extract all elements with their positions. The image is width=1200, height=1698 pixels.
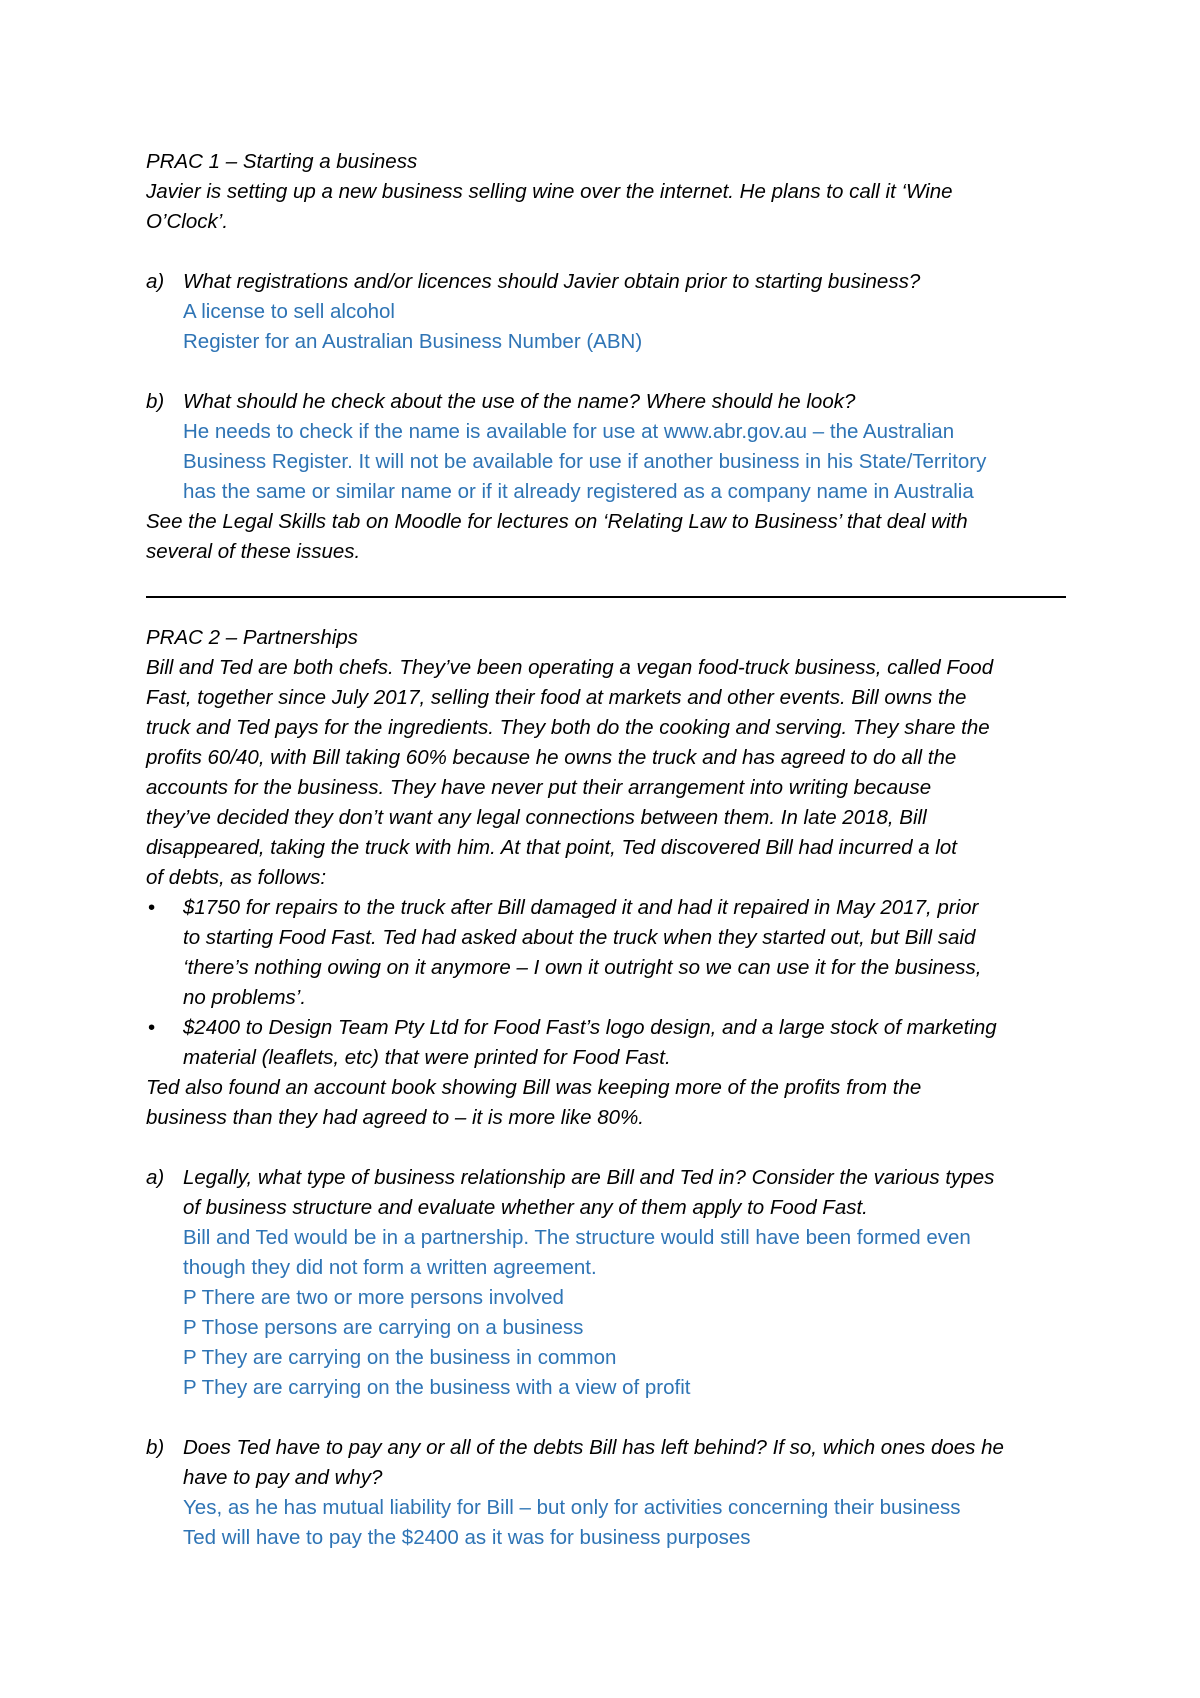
answer-line: Bill and Ted would be in a partnership. The structure would still have been formed even [183, 1226, 971, 1249]
prac2-intro-line: Fast, together since July 2017, selling their food at markets and other events. Bill owns the [146, 686, 967, 709]
question-label: a) [146, 270, 165, 293]
bullet-line: $2400 to Design Team Pty Ltd for Food Fast’s logo design, and a large stock of marketing [183, 1016, 997, 1039]
bullet-icon: • [148, 1016, 156, 1039]
debt-bullet-item [146, 1013, 1066, 1073]
answer-line: A license to sell alcohol [183, 300, 395, 323]
prac2-question-b [146, 1433, 1066, 1553]
question-text: What should he check about the use of the name? Where should he look? [183, 390, 856, 413]
question-text: have to pay and why? [183, 1466, 383, 1489]
prac2-intro-line: profits 60/40, with Bill taking 60% because he owns the truck and has agreed to do all the [146, 746, 957, 769]
answer-line: He needs to check if the name is available for use at www.abr.gov.au – the Australian [183, 420, 955, 443]
question-text: Does Ted have to pay any or all of the debts Bill has left behind? If so, which ones does he [183, 1436, 1004, 1459]
bullet-line: ‘there’s nothing owing on it anymore – I own it outright so we can use it for the business, [183, 956, 982, 979]
prac2-section [146, 623, 1066, 1553]
prac1-intro-line: Javier is setting up a new business selling wine over the internet. He plans to call it ‘Wine [146, 180, 953, 203]
debt-bullet-item [146, 893, 1066, 1013]
question-text: Legally, what type of business relationship are Bill and Ted in? Consider the various types [183, 1166, 995, 1189]
prac2-intro-line: truck and Ted pays for the ingredients. They both do the cooking and serving. They share the [146, 716, 990, 739]
bullet-line: no problems’. [183, 986, 307, 1009]
question-text: What registrations and/or licences should Javier obtain prior to starting business? [183, 270, 921, 293]
question-text: of business structure and evaluate whether any of them apply to Food Fast. [183, 1196, 868, 1219]
question-label: b) [146, 1436, 165, 1459]
answer-line: though they did not form a written agreement. [183, 1256, 597, 1279]
prac1-question-b [146, 387, 1066, 507]
prac2-intro-line: disappeared, taking the truck with him. At that point, Ted discovered Bill had incurred a lot [146, 836, 957, 859]
prac2-question-a [146, 1163, 1066, 1403]
answer-line: P They are carrying on the business in common [183, 1346, 617, 1369]
prac1-question-a [146, 267, 1066, 357]
section-divider [146, 596, 1066, 598]
prac2-intro-line: Bill and Ted are both chefs. They’ve been operating a vegan food-truck business, called Food [146, 656, 994, 679]
prac2-heading: PRAC 2 – Partnerships [146, 626, 358, 649]
bullet-line: $1750 for repairs to the truck after Bill damaged it and had it repaired in May 2017, prior [183, 896, 979, 919]
prac1-intro-line: O’Clock’. [146, 210, 229, 233]
document-page [146, 147, 1066, 1553]
answer-line: Business Register. It will not be available for use if another business in his State/Territory [183, 450, 987, 473]
answer-line: P There are two or more persons involved [183, 1286, 564, 1309]
answer-line: P They are carrying on the business with a view of profit [183, 1376, 691, 1399]
prac2-after-line: Ted also found an account book showing Bill was keeping more of the profits from the [146, 1076, 922, 1099]
answer-line: P Those persons are carrying on a business [183, 1316, 584, 1339]
prac1-note-line: See the Legal Skills tab on Moodle for lectures on ‘Relating Law to Business’ that deal with [146, 510, 968, 533]
prac1-heading: PRAC 1 – Starting a business [146, 150, 418, 173]
bullet-icon: • [148, 896, 156, 919]
answer-line: Ted will have to pay the $2400 as it was for business purposes [183, 1526, 751, 1549]
prac2-intro-line: of debts, as follows: [146, 866, 327, 889]
prac2-intro-line: they’ve decided they don’t want any legal connections between them. In late 2018, Bill [146, 806, 927, 829]
answer-line: Yes, as he has mutual liability for Bill – but only for activities concerning their business [183, 1496, 961, 1519]
answer-line: Register for an Australian Business Number (ABN) [183, 330, 643, 353]
question-label: a) [146, 1166, 165, 1189]
prac1-section [146, 147, 1066, 567]
answer-line: has the same or similar name or if it already registered as a company name in Australia [183, 480, 974, 503]
prac2-intro-line: accounts for the business. They have never put their arrangement into writing because [146, 776, 932, 799]
bullet-line: material (leaflets, etc) that were printed for Food Fast. [183, 1046, 671, 1069]
prac2-after-line: business than they had agreed to – it is more like 80%. [146, 1106, 644, 1129]
question-label: b) [146, 390, 165, 413]
bullet-line: to starting Food Fast. Ted had asked about the truck when they started out, but Bill said [183, 926, 976, 949]
prac1-note-line: several of these issues. [146, 540, 361, 563]
